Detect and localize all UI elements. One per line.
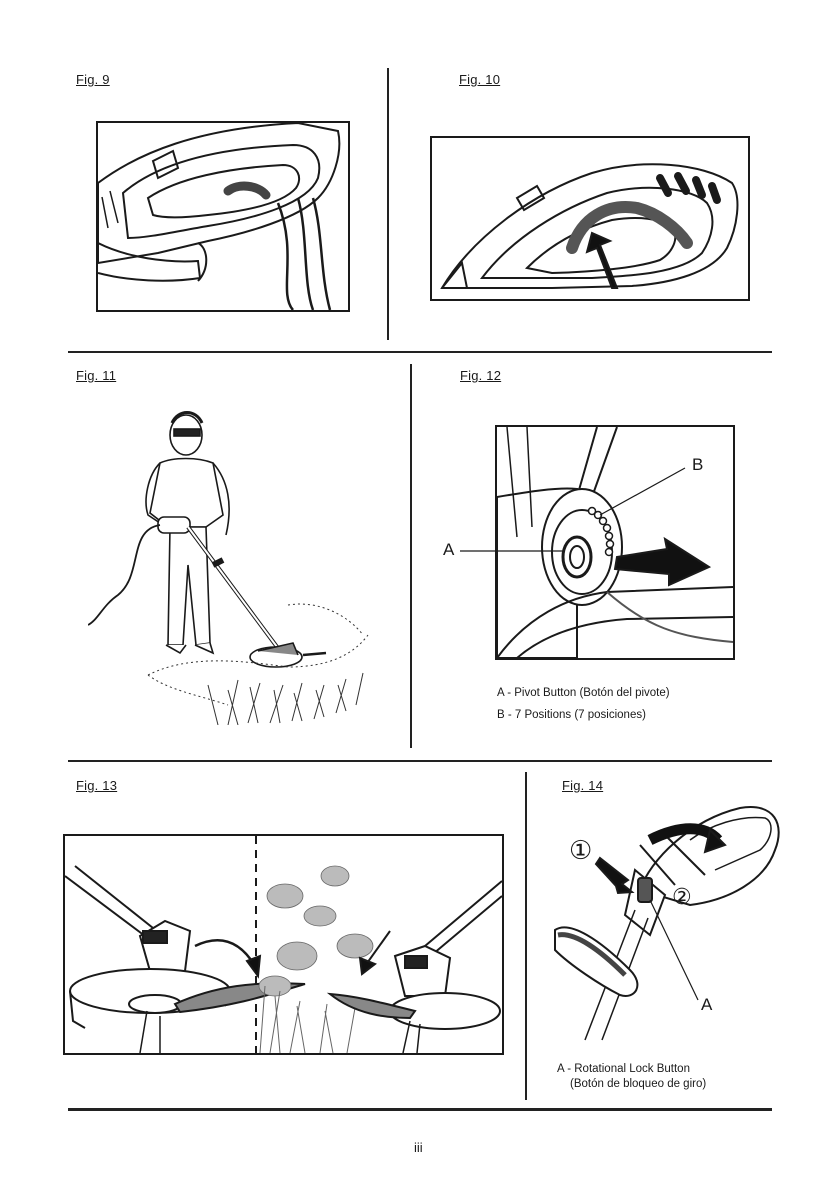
fig11-illustration xyxy=(88,405,378,725)
fig12-leader-lines xyxy=(430,450,730,580)
fig12-caption-a: A - Pivot Button (Botón del pivote) xyxy=(497,687,670,699)
fig13-illustration xyxy=(63,834,504,1055)
fig12-callout-b: B xyxy=(692,455,704,474)
fig14-label: Fig. 14 xyxy=(562,778,604,793)
fig9-label: Fig. 9 xyxy=(76,72,110,87)
page-number: iii xyxy=(414,1140,423,1155)
divider-vertical-row3 xyxy=(525,772,527,1100)
fig13-label: Fig. 13 xyxy=(76,778,118,793)
divider-vertical-row2 xyxy=(410,364,412,748)
fig12-callout-a: A xyxy=(443,540,455,559)
fig14-step2: ② xyxy=(672,884,692,909)
fig11-label: Fig. 11 xyxy=(76,368,117,383)
divider-vertical-row1 xyxy=(387,68,389,340)
fig14-caption-line2: (Botón de bloqueo de giro) xyxy=(570,1078,707,1090)
fig14-caption-line1: A - Rotational Lock Button xyxy=(557,1063,690,1075)
fig12-caption-b: B - 7 Positions (7 posiciones) xyxy=(497,709,646,721)
fig9-illustration xyxy=(96,121,350,312)
divider-horizontal-row1 xyxy=(68,351,772,353)
fig14-callout-a: A xyxy=(701,995,713,1014)
fig14-step1: ① xyxy=(569,835,593,865)
divider-horizontal-bottom xyxy=(68,1108,772,1111)
fig10-label: Fig. 10 xyxy=(459,72,501,87)
fig12-label: Fig. 12 xyxy=(460,368,502,383)
divider-horizontal-row2 xyxy=(68,760,772,762)
fig10-illustration xyxy=(430,136,750,301)
